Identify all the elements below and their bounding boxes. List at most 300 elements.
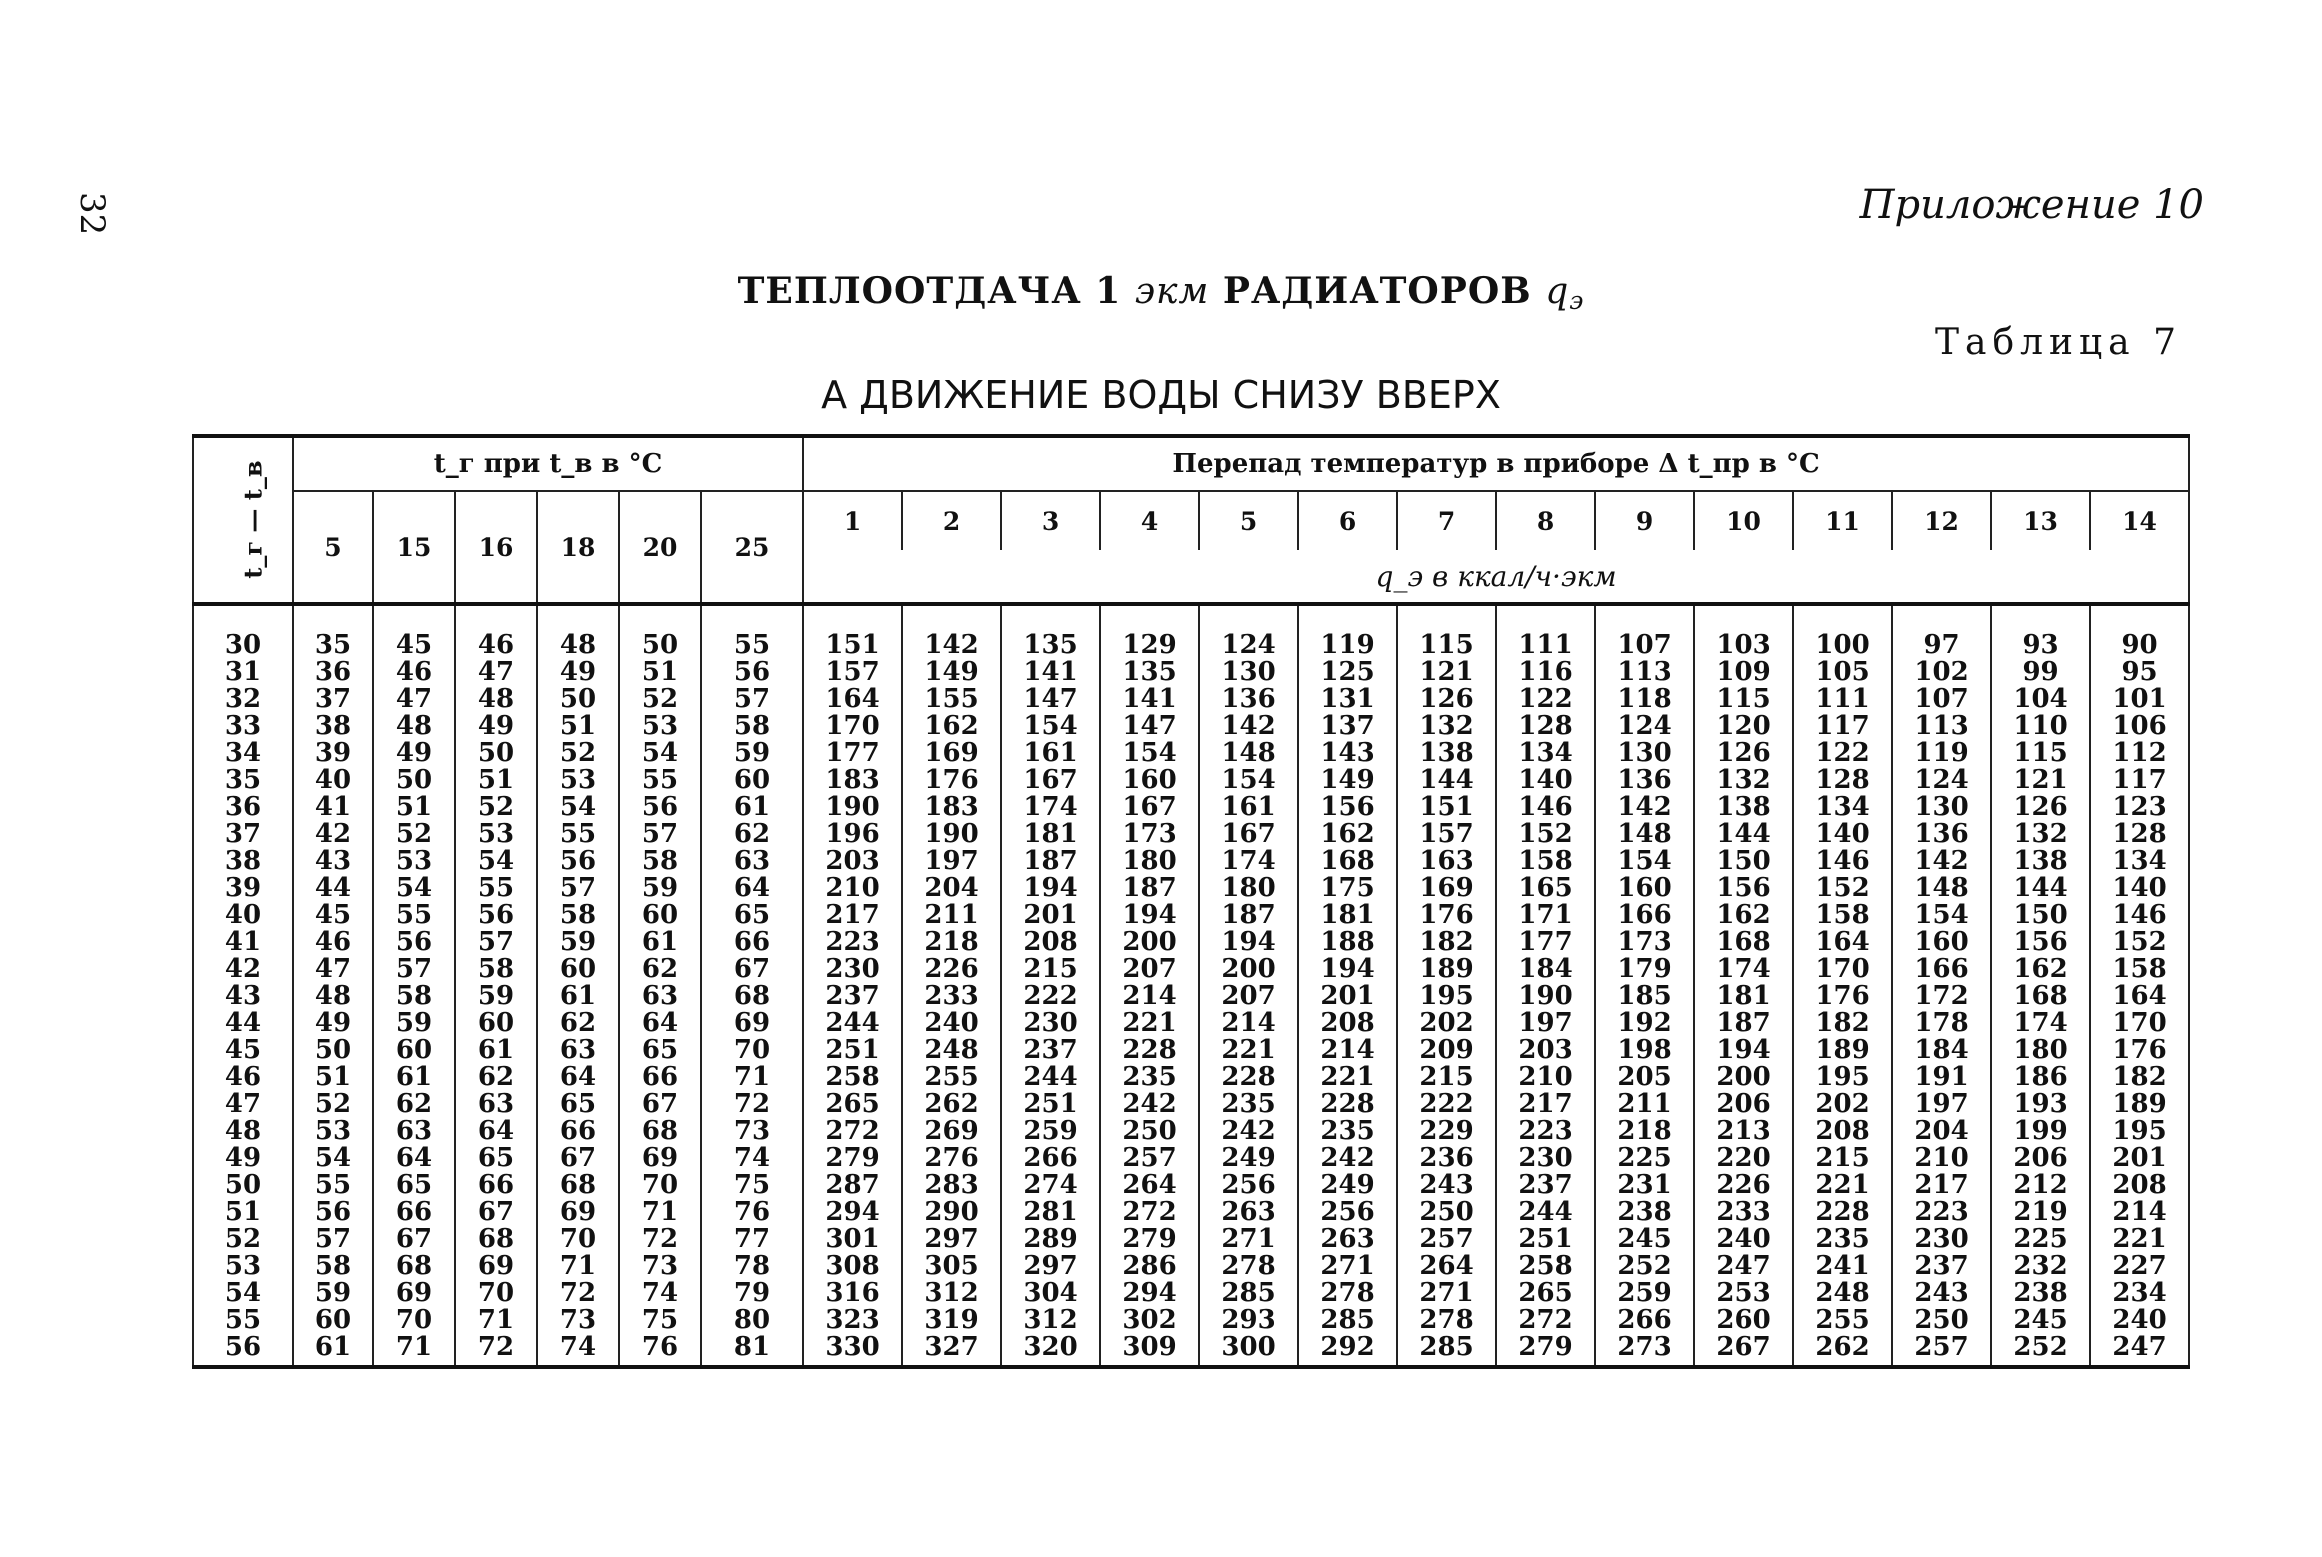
table-cell: 285 <box>1397 1334 1496 1367</box>
table-cell: 214 <box>1298 1037 1397 1064</box>
diff-column-header: 1 <box>803 491 902 550</box>
table-row <box>193 767 2189 794</box>
table-cell: 267 <box>1694 1334 1793 1367</box>
table-row <box>193 659 2189 686</box>
table-cell: 52 <box>293 1091 373 1118</box>
table-cell: 176 <box>1397 902 1496 929</box>
table-cell: 178 <box>1892 1010 1991 1037</box>
table-cell: 51 <box>455 767 537 794</box>
table-cell: 234 <box>2090 1280 2189 1307</box>
table-cell: 240 <box>1694 1226 1793 1253</box>
table-cell: 255 <box>1793 1307 1892 1334</box>
table-cell: 52 <box>537 740 619 767</box>
table-cell: 208 <box>1793 1118 1892 1145</box>
row-key-cell: 49 <box>193 1145 293 1172</box>
table-cell: 55 <box>701 604 803 659</box>
table-cell: 266 <box>1595 1307 1694 1334</box>
table-cell: 173 <box>1100 821 1199 848</box>
table-cell: 70 <box>455 1280 537 1307</box>
row-key-cell: 51 <box>193 1199 293 1226</box>
table-cell: 68 <box>701 983 803 1010</box>
table-cell: 67 <box>537 1145 619 1172</box>
row-key-cell: 43 <box>193 983 293 1010</box>
diff-column-header: 13 <box>1991 491 2090 550</box>
table-row <box>193 1253 2189 1280</box>
table-cell: 112 <box>2090 740 2189 767</box>
table-cell: 111 <box>1793 686 1892 713</box>
column-header-row <box>193 491 2189 550</box>
table-cell: 53 <box>455 821 537 848</box>
table-cell: 122 <box>1496 686 1595 713</box>
table-cell: 210 <box>1892 1145 1991 1172</box>
table-cell: 203 <box>803 848 902 875</box>
table-cell: 308 <box>803 1253 902 1280</box>
table-cell: 240 <box>2090 1307 2189 1334</box>
table-cell: 176 <box>1793 983 1892 1010</box>
table-cell: 48 <box>537 604 619 659</box>
table-cell: 144 <box>1991 875 2090 902</box>
table-cell: 80 <box>701 1307 803 1334</box>
table-cell: 58 <box>701 713 803 740</box>
table-cell: 168 <box>1991 983 2090 1010</box>
table-cell: 294 <box>803 1199 902 1226</box>
table-cell: 158 <box>2090 956 2189 983</box>
table-cell: 134 <box>1793 794 1892 821</box>
table-cell: 181 <box>1694 983 1793 1010</box>
table-cell: 126 <box>1397 686 1496 713</box>
table-cell: 90 <box>2090 604 2189 659</box>
row-key-cell: 53 <box>193 1253 293 1280</box>
table-cell: 71 <box>537 1253 619 1280</box>
appendix-label: Приложение 10 <box>1859 182 2204 228</box>
table-cell: 187 <box>1001 848 1100 875</box>
table-cell: 69 <box>455 1253 537 1280</box>
table-cell: 230 <box>803 956 902 983</box>
table-cell: 123 <box>2090 794 2189 821</box>
table-cell: 131 <box>1298 686 1397 713</box>
table-cell: 65 <box>619 1037 701 1064</box>
table-cell: 245 <box>1595 1226 1694 1253</box>
table-cell: 60 <box>701 767 803 794</box>
table-cell: 132 <box>1991 821 2090 848</box>
table-cell: 323 <box>803 1307 902 1334</box>
table-cell: 138 <box>1397 740 1496 767</box>
table-cell: 194 <box>1001 875 1100 902</box>
table-cell: 154 <box>1892 902 1991 929</box>
table-cell: 176 <box>902 767 1001 794</box>
table-cell: 302 <box>1100 1307 1199 1334</box>
table-cell: 162 <box>1694 902 1793 929</box>
table-cell: 250 <box>1892 1307 1991 1334</box>
side-header <box>193 436 293 604</box>
table-cell: 293 <box>1199 1307 1298 1334</box>
table-cell: 129 <box>1100 604 1199 659</box>
tg-group-header: t_г при t_в в °C <box>293 436 803 491</box>
table-cell: 130 <box>1892 794 1991 821</box>
table-cell: 278 <box>1199 1253 1298 1280</box>
table-cell: 66 <box>701 929 803 956</box>
table-cell: 42 <box>293 821 373 848</box>
section-subtitle: А ДВИЖЕНИЕ ВОДЫ СНИЗУ ВВЕРХ <box>821 373 1501 417</box>
table-body <box>193 604 2189 1367</box>
table-cell: 221 <box>1100 1010 1199 1037</box>
table-cell: 51 <box>373 794 455 821</box>
table-cell: 72 <box>619 1226 701 1253</box>
table-row <box>193 713 2189 740</box>
table-cell: 250 <box>1100 1118 1199 1145</box>
table-cell: 71 <box>373 1334 455 1367</box>
table-cell: 242 <box>1298 1145 1397 1172</box>
table-cell: 226 <box>902 956 1001 983</box>
row-key-cell: 39 <box>193 875 293 902</box>
table-cell: 279 <box>1496 1334 1595 1367</box>
table-cell: 128 <box>1793 767 1892 794</box>
table-cell: 238 <box>1595 1199 1694 1226</box>
table-cell: 271 <box>1298 1253 1397 1280</box>
table-cell: 252 <box>1595 1253 1694 1280</box>
table-cell: 59 <box>373 1010 455 1037</box>
table-cell: 63 <box>455 1091 537 1118</box>
table-row <box>193 1226 2189 1253</box>
table-cell: 107 <box>1892 686 1991 713</box>
table-cell: 271 <box>1397 1280 1496 1307</box>
table-cell: 68 <box>373 1253 455 1280</box>
table-cell: 262 <box>1793 1334 1892 1367</box>
table-cell: 174 <box>1991 1010 2090 1037</box>
table-cell: 273 <box>1595 1334 1694 1367</box>
table-cell: 180 <box>1100 848 1199 875</box>
table-cell: 235 <box>1793 1226 1892 1253</box>
table-cell: 56 <box>455 902 537 929</box>
table-cell: 197 <box>902 848 1001 875</box>
table-cell: 253 <box>1694 1280 1793 1307</box>
table-cell: 181 <box>1298 902 1397 929</box>
table-cell: 58 <box>619 848 701 875</box>
table-cell: 274 <box>1001 1172 1100 1199</box>
table-cell: 146 <box>1793 848 1892 875</box>
table-cell: 236 <box>1397 1145 1496 1172</box>
table-cell: 219 <box>1991 1199 2090 1226</box>
table-row <box>193 1199 2189 1226</box>
table-cell: 170 <box>803 713 902 740</box>
table-cell: 72 <box>701 1091 803 1118</box>
table-cell: 61 <box>537 983 619 1010</box>
table-cell: 194 <box>1694 1037 1793 1064</box>
row-key-cell: 42 <box>193 956 293 983</box>
row-key-cell: 50 <box>193 1172 293 1199</box>
table-cell: 235 <box>1298 1118 1397 1145</box>
diff-column-header: 12 <box>1892 491 1991 550</box>
table-cell: 142 <box>1892 848 1991 875</box>
table-cell: 50 <box>455 740 537 767</box>
table-cell: 140 <box>1496 767 1595 794</box>
table-cell: 46 <box>293 929 373 956</box>
table-cell: 192 <box>1595 1010 1694 1037</box>
title-unit: экм <box>1134 271 1210 312</box>
table-cell: 132 <box>1694 767 1793 794</box>
table-cell: 244 <box>1496 1199 1595 1226</box>
table-cell: 230 <box>1496 1145 1595 1172</box>
table-cell: 195 <box>1397 983 1496 1010</box>
row-key-cell: 55 <box>193 1307 293 1334</box>
table-row <box>193 848 2189 875</box>
table-cell: 237 <box>803 983 902 1010</box>
table-row <box>193 1145 2189 1172</box>
table-cell: 213 <box>1694 1118 1793 1145</box>
table-cell: 58 <box>293 1253 373 1280</box>
table-cell: 203 <box>1496 1037 1595 1064</box>
table-row <box>193 983 2189 1010</box>
table-cell: 117 <box>1793 713 1892 740</box>
table-cell: 259 <box>1001 1118 1100 1145</box>
table-cell: 69 <box>701 1010 803 1037</box>
table-cell: 144 <box>1694 821 1793 848</box>
diff-column-header: 7 <box>1397 491 1496 550</box>
table-cell: 74 <box>537 1334 619 1367</box>
table-cell: 64 <box>619 1010 701 1037</box>
table-cell: 241 <box>1793 1253 1892 1280</box>
table-cell: 69 <box>619 1145 701 1172</box>
table-cell: 61 <box>701 794 803 821</box>
table-cell: 173 <box>1595 929 1694 956</box>
table-cell: 156 <box>1298 794 1397 821</box>
table-cell: 215 <box>1001 956 1100 983</box>
table-cell: 162 <box>1298 821 1397 848</box>
table-cell: 140 <box>2090 875 2189 902</box>
table-cell: 167 <box>1001 767 1100 794</box>
table-cell: 187 <box>1694 1010 1793 1037</box>
table-cell: 207 <box>1100 956 1199 983</box>
table-cell: 193 <box>1991 1091 2090 1118</box>
table-cell: 74 <box>701 1145 803 1172</box>
table-cell: 272 <box>803 1118 902 1145</box>
table-row <box>193 1280 2189 1307</box>
table-cell: 144 <box>1397 767 1496 794</box>
table-cell: 151 <box>803 604 902 659</box>
table-cell: 243 <box>1397 1172 1496 1199</box>
table-cell: 49 <box>293 1010 373 1037</box>
table-cell: 266 <box>1001 1145 1100 1172</box>
table-cell: 66 <box>373 1199 455 1226</box>
table-cell: 61 <box>373 1064 455 1091</box>
table-cell: 195 <box>1793 1064 1892 1091</box>
table-cell: 237 <box>1496 1172 1595 1199</box>
table-cell: 47 <box>373 686 455 713</box>
table-cell: 68 <box>537 1172 619 1199</box>
table-cell: 128 <box>2090 821 2189 848</box>
table-cell: 285 <box>1298 1307 1397 1334</box>
table-cell: 297 <box>1001 1253 1100 1280</box>
table-cell: 147 <box>1100 713 1199 740</box>
table-cell: 149 <box>1298 767 1397 794</box>
table-cell: 60 <box>455 1010 537 1037</box>
table-cell: 69 <box>537 1199 619 1226</box>
table-cell: 190 <box>1496 983 1595 1010</box>
table-cell: 237 <box>1001 1037 1100 1064</box>
table-cell: 148 <box>1199 740 1298 767</box>
table-cell: 244 <box>1001 1064 1100 1091</box>
table-cell: 54 <box>619 740 701 767</box>
table-cell: 160 <box>1100 767 1199 794</box>
table-cell: 149 <box>902 659 1001 686</box>
table-cell: 52 <box>455 794 537 821</box>
table-row <box>193 1118 2189 1145</box>
table-cell: 67 <box>373 1226 455 1253</box>
table-cell: 50 <box>537 686 619 713</box>
table-cell: 48 <box>455 686 537 713</box>
table-cell: 56 <box>619 794 701 821</box>
table-cell: 260 <box>1694 1307 1793 1334</box>
table-cell: 119 <box>1892 740 1991 767</box>
table-cell: 157 <box>1397 821 1496 848</box>
table-cell: 59 <box>537 929 619 956</box>
table-cell: 167 <box>1199 821 1298 848</box>
table-cell: 136 <box>1199 686 1298 713</box>
table-cell: 169 <box>1397 875 1496 902</box>
diff-column-header: 2 <box>902 491 1001 550</box>
table-cell: 134 <box>2090 848 2189 875</box>
table-cell: 228 <box>1199 1064 1298 1091</box>
table-cell: 249 <box>1298 1172 1397 1199</box>
table-cell: 68 <box>455 1226 537 1253</box>
table-cell: 217 <box>1496 1091 1595 1118</box>
table-cell: 152 <box>2090 929 2189 956</box>
table-cell: 248 <box>1793 1280 1892 1307</box>
table-cell: 233 <box>902 983 1001 1010</box>
table-cell: 115 <box>1991 740 2090 767</box>
table-cell: 228 <box>1298 1091 1397 1118</box>
diff-column-header: 14 <box>2090 491 2189 550</box>
table-cell: 166 <box>1595 902 1694 929</box>
table-cell: 278 <box>1397 1307 1496 1334</box>
table-cell: 70 <box>619 1172 701 1199</box>
table-cell: 200 <box>1100 929 1199 956</box>
table-cell: 217 <box>1892 1172 1991 1199</box>
table-cell: 55 <box>293 1172 373 1199</box>
table-cell: 68 <box>619 1118 701 1145</box>
table-cell: 221 <box>1298 1064 1397 1091</box>
table-cell: 182 <box>2090 1064 2189 1091</box>
table-cell: 61 <box>293 1334 373 1367</box>
table-cell: 211 <box>1595 1091 1694 1118</box>
table-cell: 294 <box>1100 1280 1199 1307</box>
table-cell: 210 <box>1496 1064 1595 1091</box>
table-cell: 301 <box>803 1226 902 1253</box>
table-cell: 187 <box>1199 902 1298 929</box>
table-cell: 231 <box>1595 1172 1694 1199</box>
table-cell: 287 <box>803 1172 902 1199</box>
table-cell: 64 <box>701 875 803 902</box>
table-cell: 164 <box>2090 983 2189 1010</box>
table-cell: 172 <box>1892 983 1991 1010</box>
table-cell: 194 <box>1100 902 1199 929</box>
table-cell: 165 <box>1496 875 1595 902</box>
table-cell: 208 <box>1001 929 1100 956</box>
table-cell: 45 <box>293 902 373 929</box>
table-cell: 218 <box>902 929 1001 956</box>
table-cell: 237 <box>1892 1253 1991 1280</box>
table-cell: 72 <box>537 1280 619 1307</box>
table-cell: 70 <box>373 1307 455 1334</box>
row-key-cell: 46 <box>193 1064 293 1091</box>
table-cell: 244 <box>803 1010 902 1037</box>
table-cell: 174 <box>1001 794 1100 821</box>
table-cell: 255 <box>902 1064 1001 1091</box>
table-cell: 142 <box>1595 794 1694 821</box>
table-cell: 57 <box>373 956 455 983</box>
table-cell: 51 <box>293 1064 373 1091</box>
table-cell: 265 <box>803 1091 902 1118</box>
table-cell: 312 <box>1001 1307 1100 1334</box>
table-cell: 71 <box>455 1307 537 1334</box>
table-cell: 130 <box>1595 740 1694 767</box>
table-cell: 276 <box>902 1145 1001 1172</box>
table-cell: 221 <box>1199 1037 1298 1064</box>
table-cell: 51 <box>619 659 701 686</box>
row-key-cell: 41 <box>193 929 293 956</box>
table-cell: 235 <box>1100 1064 1199 1091</box>
table-cell: 161 <box>1199 794 1298 821</box>
table-cell: 279 <box>1100 1226 1199 1253</box>
table-cell: 63 <box>619 983 701 1010</box>
table-cell: 320 <box>1001 1334 1100 1367</box>
table-cell: 285 <box>1199 1280 1298 1307</box>
table-cell: 76 <box>701 1199 803 1226</box>
table-cell: 238 <box>1991 1280 2090 1307</box>
table-cell: 49 <box>373 740 455 767</box>
table-cell: 125 <box>1298 659 1397 686</box>
table-cell: 142 <box>1199 713 1298 740</box>
table-cell: 97 <box>1892 604 1991 659</box>
table-cell: 41 <box>293 794 373 821</box>
table-cell: 66 <box>537 1118 619 1145</box>
table-cell: 327 <box>902 1334 1001 1367</box>
table-cell: 256 <box>1298 1199 1397 1226</box>
table-cell: 148 <box>1595 821 1694 848</box>
table-cell: 154 <box>1199 767 1298 794</box>
table-cell: 52 <box>373 821 455 848</box>
table-cell: 197 <box>1496 1010 1595 1037</box>
table-cell: 137 <box>1298 713 1397 740</box>
table-cell: 71 <box>619 1199 701 1226</box>
table-cell: 170 <box>2090 1010 2189 1037</box>
table-cell: 242 <box>1199 1118 1298 1145</box>
table-cell: 135 <box>1100 659 1199 686</box>
table-cell: 74 <box>619 1280 701 1307</box>
table-cell: 179 <box>1595 956 1694 983</box>
row-key-cell: 40 <box>193 902 293 929</box>
table-cell: 60 <box>619 902 701 929</box>
table-cell: 58 <box>455 956 537 983</box>
row-key-cell: 30 <box>193 604 293 659</box>
row-key-cell: 47 <box>193 1091 293 1118</box>
table-cell: 156 <box>1991 929 2090 956</box>
table-cell: 300 <box>1199 1334 1298 1367</box>
table-cell: 102 <box>1892 659 1991 686</box>
table-cell: 63 <box>701 848 803 875</box>
table-cell: 221 <box>1793 1172 1892 1199</box>
table-cell: 70 <box>701 1037 803 1064</box>
diff-column-header: 3 <box>1001 491 1100 550</box>
table-cell: 134 <box>1496 740 1595 767</box>
table-cell: 257 <box>1397 1226 1496 1253</box>
table-cell: 230 <box>1892 1226 1991 1253</box>
table-cell: 77 <box>701 1226 803 1253</box>
page-title <box>0 270 2322 315</box>
table-cell: 305 <box>902 1253 1001 1280</box>
diff-column-header: 9 <box>1595 491 1694 550</box>
table-cell: 118 <box>1595 686 1694 713</box>
